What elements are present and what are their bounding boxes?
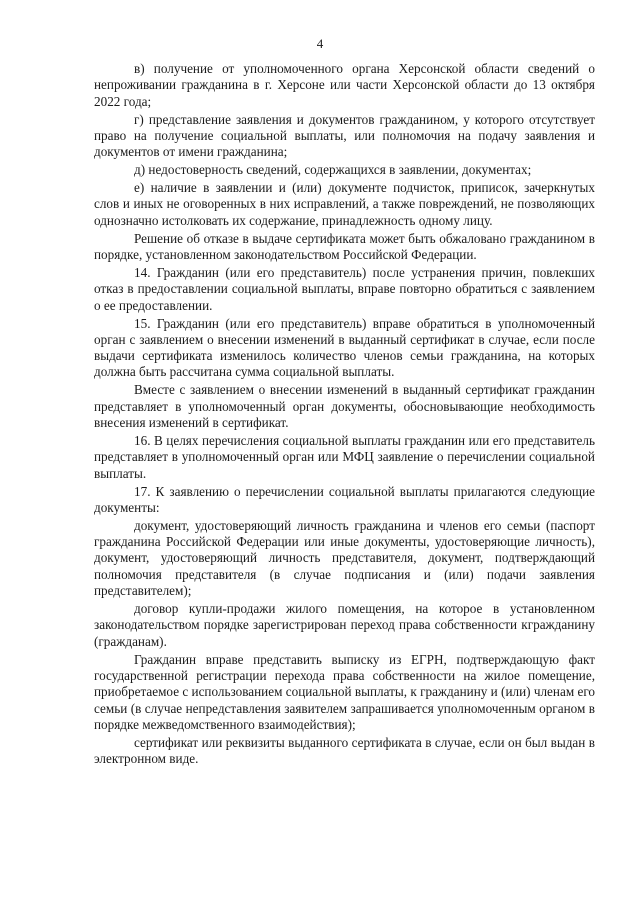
paragraph-egrn-extract: Гражданин вправе представить выписку из ЕГРН, подтверждающую факт государственной регистрации перехода права собственности на жилое помещение, приобретаемое с использованием социальной выплаты, к гражданину и (или) членам его семьи (в случае непредставления заявителем запрашивается уполномоченным органом в порядке межведомственного взаимодействия); (94, 651, 595, 732)
paragraph-14: 14. Гражданин (или его представитель) после устранения причин, повлекших отказ в предоставлении социальной выплаты, вправе повторно обратиться с заявлением о ее предоставлении. (94, 265, 595, 313)
page-number: 4 (316, 36, 324, 51)
paragraph-17: 17. К заявлению о перечислении социальной выплаты прилагаются следующие документы: (94, 483, 595, 515)
paragraph-e: е) наличие в заявлении и (или) документе подчисток, приписок, зачеркнутых слов и иных не оговоренных в них исправлений, а также повреждений, не позволяющих однозначно истолковать их содержание, принадлежность одному лицу. (94, 180, 595, 228)
paragraph-15: 15. Гражданин (или его представитель) вправе обратиться в уполномоченный орган с заявлением о внесении изменений в выданный сертификат в случае, если после выдачи сертификата изменилось количество членов семьи гражданина, на которых должна быть рассчитана сумма социальной выплаты. (94, 315, 595, 380)
list-item-identity-document: документ, удостоверяющий личность гражданина и членов его семьи (паспорт гражданина Российской Федерации или иные документы, удостоверяющие личность), документ, удостоверяющий личность представителя, документ, подтверждающий полномочия представителя (в случае подписания и (или) подачи заявления представителем); (94, 517, 595, 599)
paragraph-d: д) недостоверность сведений, содержащихся в заявлении, документах; (134, 162, 532, 178)
paragraph-16: 16. В целях перечисления социальной выплаты гражданин или его представитель представляет в уполномоченный орган или МФЦ заявление о перечислении социальной выплаты. (94, 433, 595, 481)
list-item-certificate: сертификат или реквизиты выданного сертификата в случае, если он был выдан в электронном виде. (94, 734, 595, 767)
paragraph-15-documents: Вместе с заявлением о внесении изменений в выданный сертификат гражданин представляет в уполномоченный орган документы, обосновывающие необходимость внесения изменений в сертификат. (94, 382, 595, 431)
paragraph-appeal: Решение об отказе в выдаче сертификата может быть обжаловано гражданином в порядке, установленном законодательством Российской Федерации. (94, 230, 595, 263)
document-body (94, 61, 595, 769)
paragraph-g: г) представление заявления и документов гражданином, у которого отсутствует право на получение социальной выплаты, или полномочия на подачу заявления и документов от имени гражданина; (94, 111, 595, 160)
paragraph-v: в) получение от уполномоченного органа Херсонской области сведений о непроживании гражданина в г. Херсоне или части Херсонской области до 13 октября 2022 года; (94, 61, 595, 109)
list-item-purchase-agreement: договор купли-продажи жилого помещения, на которое в установленном законодательством порядке зарегистрирован переход права собственности кгражданину (гражданам). (94, 601, 595, 649)
